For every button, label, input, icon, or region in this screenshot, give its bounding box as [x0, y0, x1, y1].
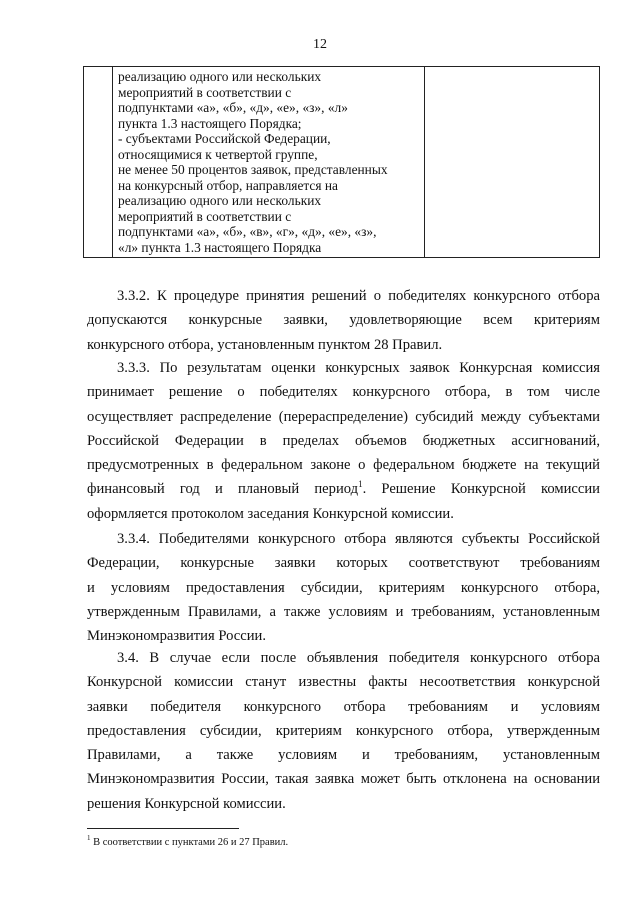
continuation-table: [83, 66, 600, 258]
paragraph-text: . Решение Конкурсной комиссии: [362, 481, 600, 498]
table-text-line: подпунктами «а», «б», «д», «е», «з», «л»: [118, 100, 348, 115]
footnote-separator: [87, 828, 239, 829]
paragraph-line: Минэкономразвития России, такая заявка может быть отклонена на основании: [87, 771, 600, 788]
paragraph-text: финансовый год и плановый период: [87, 481, 359, 498]
table-text-line: относящимися к четвертой группе,: [118, 146, 318, 162]
paragraph-line: конкурсного отбора, установленным пунктом 28 Правил.: [87, 336, 443, 353]
paragraph-line: Правилами, а также условиям и требованиям, установленным: [87, 747, 600, 764]
footnote-marker: 1: [87, 833, 91, 842]
table-text-line: мероприятий в соответствии с: [118, 208, 292, 224]
page-number: 12: [313, 37, 327, 52]
table-text-line: реализацию одного или нескольких: [118, 69, 322, 84]
table-text-line: не менее 50 процентов заявок, представленных: [118, 162, 388, 177]
paragraph-line: 3.3.2. К процедуре принятия решений о победителях конкурсного отбора: [117, 288, 600, 304]
paragraph-line-with-footnote: [87, 477, 600, 501]
paragraph-line: предусмотренных в федеральном законе о федеральном бюджете на текущий: [87, 457, 600, 474]
paragraph-line: Конкурсной комиссии станут известны факты несоответствия конкурсной: [87, 674, 600, 691]
table-text-line: пункта 1.3 настоящего Порядка;: [118, 115, 302, 131]
table-text-line: реализацию одного или нескольких: [118, 193, 322, 208]
footnote-reference[interactable]: 1: [358, 478, 363, 489]
paragraph-line: Российской Федерации в пределах объемов бюджетных ассигнований,: [87, 432, 600, 449]
paragraph-3-3-4: [87, 527, 600, 648]
paragraph-line: Минэкономразвития России.: [87, 628, 266, 645]
paragraph-3-4: [87, 646, 600, 816]
paragraph-line: 3.4. В случае если после объявления победителя конкурсного отбора: [117, 650, 600, 666]
footnote-text: В соответствии с пунктами 26 и 27 Правил.: [90, 837, 289, 848]
paragraph-line: заявки победителя конкурсного отбора требованиям и условиям: [87, 698, 600, 715]
paragraph-line: осуществляет распределение (перераспределение) субсидий между субъектами: [87, 408, 600, 425]
paragraph-line: 3.3.3. По результатам оценки конкурсных заявок Конкурсная комиссия: [117, 360, 600, 376]
footnote: [87, 833, 289, 848]
table-cell-text: [113, 67, 425, 258]
paragraph-line: оформляется протоколом заседания Конкурсной комиссии.: [87, 505, 454, 522]
paragraph-line: принимает решение о победителях конкурсного отбора, в том числе: [87, 384, 600, 401]
paragraph-line: допускаются конкурсные заявки, удовлетворяющие всем критериям: [87, 312, 600, 329]
table-cell-number: [84, 67, 113, 258]
paragraph-line: Федерации, конкурсные заявки которых соответствуют требованиям: [87, 555, 600, 572]
table-text-line: «л» пункта 1.3 настоящего Порядка: [118, 239, 322, 255]
table-text-line: подпунктами «а», «б», «в», «г», «д», «е», «з»,: [118, 224, 377, 239]
paragraph-3-3-2: [87, 284, 600, 357]
table-text-line: на конкурсный отбор, направляется на: [118, 177, 338, 193]
paragraph-3-3-3: [87, 356, 600, 526]
paragraph-line: и условиям предоставления субсидии, критериям конкурсного отбора,: [87, 579, 600, 596]
paragraph-line: утвержденным Правилами, а также условиям и требованиям, установленным: [87, 603, 600, 620]
table-text-line: мероприятий в соответствии с: [118, 84, 292, 100]
paragraph-line: решения Конкурсной комиссии.: [87, 795, 286, 812]
table-cell-empty: [425, 67, 600, 258]
paragraph-line: 3.3.4. Победителями конкурсного отбора являются субъекты Российской: [117, 531, 600, 547]
table-row: [84, 67, 600, 258]
paragraph-line: предоставления субсидии, критериям конкурсного отбора, утвержденным: [87, 722, 600, 739]
table-text-line: - субъектами Российской Федерации,: [118, 131, 331, 146]
